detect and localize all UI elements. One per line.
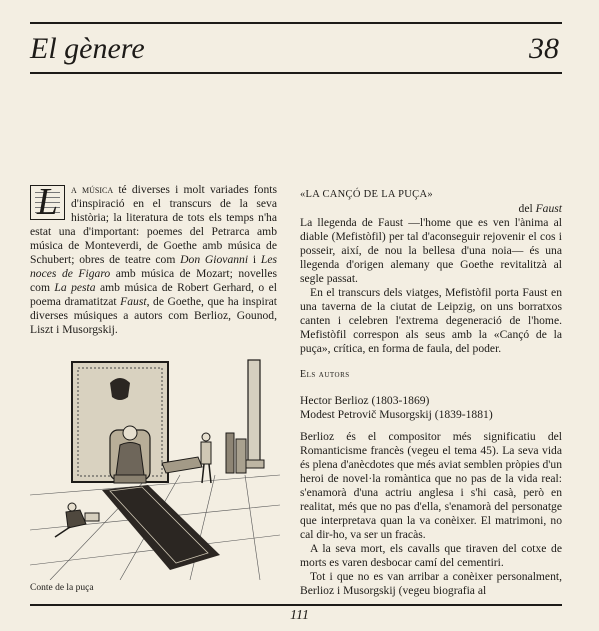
section-title: «LA CANÇÓ DE LA PUÇA» (300, 189, 433, 200)
paragraph: En el transcurs dels viatges, Mefistòfil porta Faust en una taverna de la ciutat de Leipzig, on uns borratxos canten i celebren l'extrema degeneració de l'home. Mefistòfil correspon als seus amb la «Cançó de la puça», crítica, en forma de faula, del poder. (300, 286, 562, 355)
intro-text: i (248, 253, 261, 266)
intro-column (30, 183, 277, 337)
figure-caption: Conte de la puça (30, 583, 94, 593)
dropcap-box (30, 181, 65, 223)
paragraph: Berlioz és el compositor més significatiu del Romanticisme francès (vegeu el tema 45). La seva vida és plena d'anècdotes que més aviat semblen pròpies d'un heroi de novel·la romàntica que no pas de la vida real: s'enamorà d'una actriu anglesa i s'hi casà, però en realitat, més que no pas d'ella, s'enamorà del personatge que interpretava quan la va conèixer. El matrimoni, no cal dir-ho, va ser un fracàs. (300, 430, 562, 541)
intro-text: amb música de Robert Gerhard, o el poema dramatitzat (30, 281, 277, 308)
intro-text: amb música de Mozart; novelles com (30, 267, 277, 294)
work-title: Les noces de Figaro (30, 253, 277, 280)
attribution-prefix: del (518, 202, 536, 215)
tale-illustration (30, 355, 280, 580)
author-line: Hector Berlioz (1803-1869) (300, 394, 430, 407)
section-attribution (300, 202, 562, 216)
paragraph: La llegenda de Faust —l'home que es ven l'ànima al diable (Mefistòfil) per tal d'aconseguir rejovenir el cos i posseir, així, de nou la bellesa d'una noia— és una llegenda d'origen alemany que Goethe revitalitzà al segle passat. (300, 216, 562, 285)
song-column (300, 188, 562, 598)
intro-text: té diverses i molt variades fonts d'inspiració en el transcurs de la seva història; la literatura de tots els temps n'ha estat una d'important: poemes del Petrarca amb música de Monteverdi, de Goethe amb música de Schubert; obres de teatre com (30, 183, 277, 266)
author-line: Modest Petrovič Musorgskij (1839-1881) (300, 408, 493, 421)
page-number: 111 (290, 608, 309, 623)
work-title: La pesta (54, 281, 96, 294)
attribution-work: Faust (535, 202, 562, 215)
footer-rule (30, 604, 562, 606)
intro-first-words: a música (71, 183, 114, 196)
top-rule (30, 22, 562, 24)
chapter-number: 38 (529, 32, 559, 65)
authors-heading: Els autors (300, 369, 350, 380)
work-title: Don Giovanni (180, 253, 249, 266)
paragraph: A la seva mort, els cavalls que tiraven del cotxe de morts es varen desbocar camí del cementiri. (300, 542, 562, 569)
paragraph: Tot i que no es van arribar a conèixer personalment, Berlioz i Musorgskij (vegeu biografia al (300, 570, 562, 597)
work-title: Faust (120, 295, 147, 308)
intro-text: , de Goethe, que ha inspirat diverses músiques a autors com Berlioz, Gounod, Liszt i Musorgskij. (30, 295, 277, 336)
chapter-title: El gènere (30, 32, 145, 65)
dropcap-letter: L (36, 181, 59, 223)
header-rule (30, 72, 562, 74)
